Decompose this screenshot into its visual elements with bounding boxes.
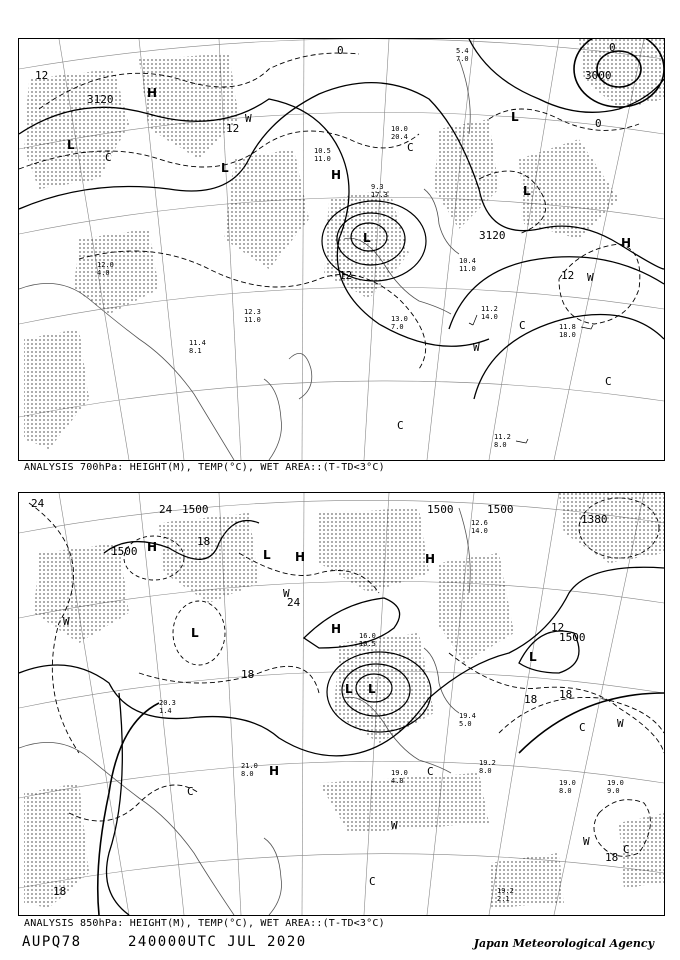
station-plot bbox=[189, 339, 206, 355]
svg-text:11.2: 11.2 bbox=[494, 433, 511, 441]
svg-text:19.2: 19.2 bbox=[479, 759, 496, 767]
temp-label-24-north: 24 bbox=[159, 503, 173, 516]
warm-center-symbol: W bbox=[245, 112, 252, 125]
low-center-symbol: L bbox=[363, 231, 371, 245]
low-center-symbol: L bbox=[511, 110, 519, 124]
station-plot bbox=[244, 308, 261, 324]
cold-center-symbol: C bbox=[397, 419, 404, 432]
temp-label-0-ne: 0 bbox=[595, 117, 602, 130]
high-center-symbol: H bbox=[331, 168, 342, 182]
height-label-1380: 1380 bbox=[581, 513, 608, 526]
low-center-symbol: L bbox=[529, 650, 537, 664]
temp-label-0-north: 0 bbox=[337, 44, 344, 57]
temp-label-12-east: 12 bbox=[561, 269, 575, 282]
height-label-1500-west: 1500 bbox=[111, 545, 138, 558]
station-plot bbox=[607, 779, 624, 795]
map-700hpa-svg bbox=[19, 39, 664, 460]
svg-text:13.0: 13.0 bbox=[391, 315, 408, 323]
panel-caption-700hpa: ANALYSIS 700hPa: HEIGHT(M), TEMP(°C), WET AREA::(T-TD<3°C) bbox=[24, 462, 385, 473]
svg-text:10.0: 10.0 bbox=[391, 125, 408, 133]
station-plot bbox=[159, 699, 176, 715]
svg-text:19.0: 19.0 bbox=[559, 779, 576, 787]
agency-name: Japan Meteorological Agency bbox=[473, 937, 654, 950]
temp-label-12-center: 12 bbox=[339, 269, 353, 282]
svg-text:9.0: 9.0 bbox=[607, 787, 620, 795]
temp-label-24-nw: 24 bbox=[31, 497, 45, 510]
station-plot bbox=[459, 257, 476, 273]
temp-label-18-east: 18 bbox=[524, 693, 538, 706]
warm-center-symbol: W bbox=[583, 835, 590, 848]
svg-text:7.0: 7.0 bbox=[391, 323, 404, 331]
svg-text:19.2: 19.2 bbox=[497, 887, 514, 895]
svg-text:11.0: 11.0 bbox=[314, 155, 331, 163]
panel-caption-850hpa: ANALYSIS 850hPa: HEIGHT(M), TEMP(°C), WET AREA::(T-TD<3°C) bbox=[24, 918, 385, 929]
svg-text:18.0: 18.0 bbox=[559, 331, 576, 339]
cold-center-symbol: C bbox=[519, 319, 526, 332]
cold-center-symbol: C bbox=[427, 765, 434, 778]
svg-text:11.2: 11.2 bbox=[481, 305, 498, 313]
station-plot bbox=[456, 47, 469, 63]
svg-text:19.0: 19.0 bbox=[391, 769, 408, 777]
high-center-symbol: H bbox=[295, 550, 306, 564]
high-center-symbol: H bbox=[621, 236, 632, 250]
svg-text:12.0: 12.0 bbox=[97, 261, 114, 269]
temp-label-0-corner: 0 bbox=[609, 41, 616, 54]
svg-text:20.3: 20.3 bbox=[159, 699, 176, 707]
station-plot bbox=[559, 323, 593, 339]
svg-text:4.0: 4.0 bbox=[97, 269, 110, 277]
temp-label-12-nw: 12 bbox=[35, 69, 49, 82]
station-plot bbox=[391, 125, 408, 141]
svg-text:5.0: 5.0 bbox=[459, 720, 472, 728]
warm-center-symbol: W bbox=[587, 271, 594, 284]
svg-text:17.3: 17.3 bbox=[371, 191, 388, 199]
high-center-symbol: H bbox=[425, 552, 436, 566]
svg-text:10.5: 10.5 bbox=[359, 640, 376, 648]
svg-text:10.5: 10.5 bbox=[314, 147, 331, 155]
low-center-symbol: L bbox=[191, 626, 199, 640]
temp-label-18-east2: 18 bbox=[559, 688, 573, 701]
station-plot bbox=[241, 762, 258, 778]
svg-text:10.4: 10.4 bbox=[459, 257, 476, 265]
map-panel-850hpa bbox=[18, 492, 665, 916]
cold-center-symbol: C bbox=[105, 151, 112, 164]
svg-text:20.4: 20.4 bbox=[391, 133, 408, 141]
svg-text:11.0: 11.0 bbox=[244, 316, 261, 324]
height-label-1500-east: 1500 bbox=[559, 631, 586, 644]
svg-text:11.4: 11.4 bbox=[189, 339, 206, 347]
high-center-symbol: H bbox=[147, 86, 158, 100]
temp-label-12-east: 12 bbox=[551, 621, 565, 634]
warm-center-symbol: W bbox=[617, 717, 624, 730]
svg-text:14.0: 14.0 bbox=[481, 313, 498, 321]
height-label-1500-center: 1500 bbox=[427, 503, 454, 516]
station-plot bbox=[459, 712, 476, 728]
map-850hpa-svg bbox=[19, 493, 664, 915]
station-plot bbox=[494, 433, 528, 449]
warm-center-symbol: W bbox=[283, 587, 290, 600]
svg-text:1.4: 1.4 bbox=[159, 707, 172, 715]
svg-text:19.0: 19.0 bbox=[607, 779, 624, 787]
warm-center-symbol: W bbox=[473, 341, 480, 354]
station-plot bbox=[479, 759, 496, 775]
svg-text:8.1: 8.1 bbox=[189, 347, 202, 355]
low-center-symbol: L bbox=[67, 138, 75, 152]
station-plot bbox=[471, 519, 488, 535]
low-center-symbol: L bbox=[345, 682, 353, 696]
low-center-symbol: L bbox=[523, 184, 531, 198]
temp-label-24-center: 24 bbox=[287, 596, 301, 609]
svg-text:8.0: 8.0 bbox=[494, 441, 507, 449]
height-label-1500-north: 1500 bbox=[182, 503, 209, 516]
height-label-3120-east: 3120 bbox=[479, 229, 506, 242]
svg-text:9.3: 9.3 bbox=[371, 183, 384, 191]
temp-label-18-se: 18 bbox=[605, 851, 619, 864]
svg-text:11.8: 11.8 bbox=[559, 323, 576, 331]
station-plot bbox=[559, 779, 576, 795]
temp-label-12-north: 12 bbox=[226, 122, 240, 135]
svg-text:8.0: 8.0 bbox=[559, 787, 572, 795]
svg-text:14.0: 14.0 bbox=[471, 527, 488, 535]
cold-center-symbol: C bbox=[623, 843, 630, 856]
high-center-symbol: H bbox=[147, 540, 158, 554]
svg-text:8.0: 8.0 bbox=[241, 770, 254, 778]
svg-text:16.0: 16.0 bbox=[359, 632, 376, 640]
svg-text:19.4: 19.4 bbox=[459, 712, 476, 720]
svg-text:8.0: 8.0 bbox=[479, 767, 492, 775]
svg-text:11.0: 11.0 bbox=[459, 265, 476, 273]
station-plot bbox=[359, 632, 376, 648]
height-label-3120-west: 3120 bbox=[87, 93, 114, 106]
height-label-1500-ne: 1500 bbox=[487, 503, 514, 516]
svg-text:12.3: 12.3 bbox=[244, 308, 261, 316]
product-id: AUPQ78 bbox=[22, 934, 82, 950]
cold-center-symbol: C bbox=[369, 875, 376, 888]
cold-center-symbol: C bbox=[407, 141, 414, 154]
station-plot bbox=[314, 147, 331, 163]
map-panel-700hpa bbox=[18, 38, 665, 461]
temp-label-18-north: 18 bbox=[197, 535, 211, 548]
high-center-symbol: H bbox=[269, 764, 280, 778]
valid-time: 240000UTC JUL 2020 bbox=[128, 934, 307, 950]
low-center-symbol: L bbox=[368, 682, 376, 696]
cold-center-symbol: C bbox=[605, 375, 612, 388]
low-center-symbol: L bbox=[263, 548, 271, 562]
wet-areas bbox=[24, 39, 664, 449]
svg-text:12.6: 12.6 bbox=[471, 519, 488, 527]
low-center-symbol: L bbox=[221, 161, 229, 175]
temp-label-18-sw: 18 bbox=[53, 885, 67, 898]
station-plot bbox=[391, 315, 408, 331]
svg-text:5.4: 5.4 bbox=[456, 47, 469, 55]
svg-text:7.0: 7.0 bbox=[456, 55, 469, 63]
warm-center-symbol: W bbox=[63, 615, 70, 628]
height-label-3000: 3000 bbox=[585, 69, 612, 82]
cold-center-symbol: C bbox=[187, 785, 194, 798]
svg-text:2.1: 2.1 bbox=[497, 895, 510, 903]
station-plot bbox=[469, 305, 498, 325]
station-plot bbox=[371, 183, 388, 199]
thermal-centers bbox=[63, 587, 630, 888]
temp-label-18-center: 18 bbox=[241, 668, 255, 681]
warm-center-symbol: W bbox=[391, 819, 398, 832]
cold-center-symbol: C bbox=[579, 721, 586, 734]
high-center-symbol: H bbox=[331, 622, 342, 636]
svg-text:4.0: 4.0 bbox=[391, 777, 404, 785]
svg-text:21.0: 21.0 bbox=[241, 762, 258, 770]
